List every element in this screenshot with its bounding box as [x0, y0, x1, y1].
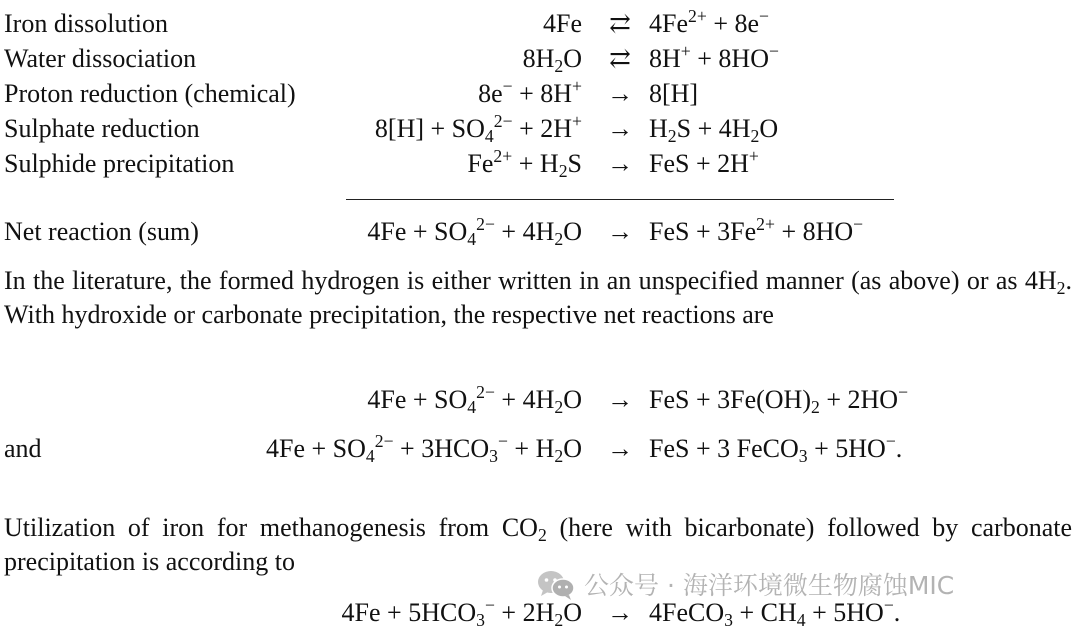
label-sulphide-precipitation: Sulphide precipitation	[4, 149, 235, 178]
arrow-methanogenesis-equation: →	[607, 598, 633, 627]
rhs-hydroxide-equation: FeS + $3Fe(OH)_2 + 2HO^-$	[649, 382, 909, 417]
wechat-icon	[536, 569, 576, 601]
rhs-methanogenesis-equation: 4FeCO$_3$ + $CH_4 + 5HO^-$.	[649, 595, 901, 630]
arrow-sulphide-precipitation: →	[607, 149, 633, 178]
arrow-water-dissociation: ⇄	[609, 44, 631, 73]
rhs-iron-dissolution: $4Fe^{2+} + 8e^-$	[649, 6, 769, 38]
paragraph-methanogenesis: Utilization of iron for methanogenesis from $CO_2$ (here with bicarbonate) followed by carbonate precipitation is according to	[4, 513, 1072, 576]
and-label: and	[4, 434, 42, 463]
lhs-net-reaction: $4Fe + SO_4^{2-} + 4H_2O$	[367, 214, 582, 249]
arrow-carbonate-equation: →	[607, 434, 633, 463]
arrow-net-reaction: →	[607, 217, 633, 246]
arrow-sulphate-reduction: →	[607, 114, 633, 143]
watermark-text: 公众号 · 海洋环境微生物腐蚀MIC	[584, 570, 955, 600]
rhs-proton-reduction: 8[H]	[649, 79, 699, 108]
lhs-methanogenesis-equation: $4Fe + 5HCO_3^- + 2H_2O$	[341, 595, 582, 630]
label-proton-reduction: Proton reduction (chemical)	[4, 79, 296, 108]
label-sulphate-reduction: Sulphate reduction	[4, 114, 200, 143]
lhs-hydroxide-equation: $4Fe + SO_4^{2-} + 4H_2O$	[367, 382, 582, 417]
lhs-water-dissociation: $8H_2O$	[522, 44, 582, 76]
rhs-water-dissociation: 8H+ + 8HO−	[649, 41, 779, 73]
watermark	[536, 567, 954, 603]
rhs-sulphide-precipitation: FeS + 2H+	[649, 146, 759, 178]
arrow-iron-dissolution: ⇄	[609, 9, 631, 38]
label-iron-dissolution: Iron dissolution	[4, 9, 168, 38]
lhs-proton-reduction: 8e− + 8H+	[478, 76, 582, 108]
sum-divider-line	[346, 199, 894, 200]
lhs-sulphate-reduction: $8[H] + SO_4^{2-} + 2H^+$	[374, 111, 582, 146]
label-net-reaction: Net reaction (sum)	[4, 217, 199, 246]
arrow-proton-reduction: →	[607, 79, 633, 108]
label-water-dissociation: Water dissociation	[4, 44, 197, 73]
lhs-iron-dissolution: 4Fe	[543, 9, 582, 38]
lhs-sulphide-precipitation: $Fe^{2+} + H_2S$	[467, 146, 582, 181]
arrow-hydroxide-equation: →	[607, 385, 633, 414]
paragraph-hydrogen-notation: In the literature, the formed hydrogen is either written in an unspecified manner (as above) or as $4H_2$. With hydroxide or carbonate precipitation, the respective net reactions are	[4, 266, 1072, 329]
lhs-carbonate-equation: $4Fe + SO_4^{2-} + 3HCO_3^- + H_2O$	[265, 431, 582, 466]
rhs-carbonate-equation: FeS + 3 FeCO$_3$ + 5HO−.	[649, 431, 903, 466]
rhs-net-reaction: FeS + $3Fe^{2+} + 8HO^-$	[649, 214, 864, 246]
rhs-sulphate-reduction: $H_2S + 4H_2O$	[649, 114, 779, 146]
